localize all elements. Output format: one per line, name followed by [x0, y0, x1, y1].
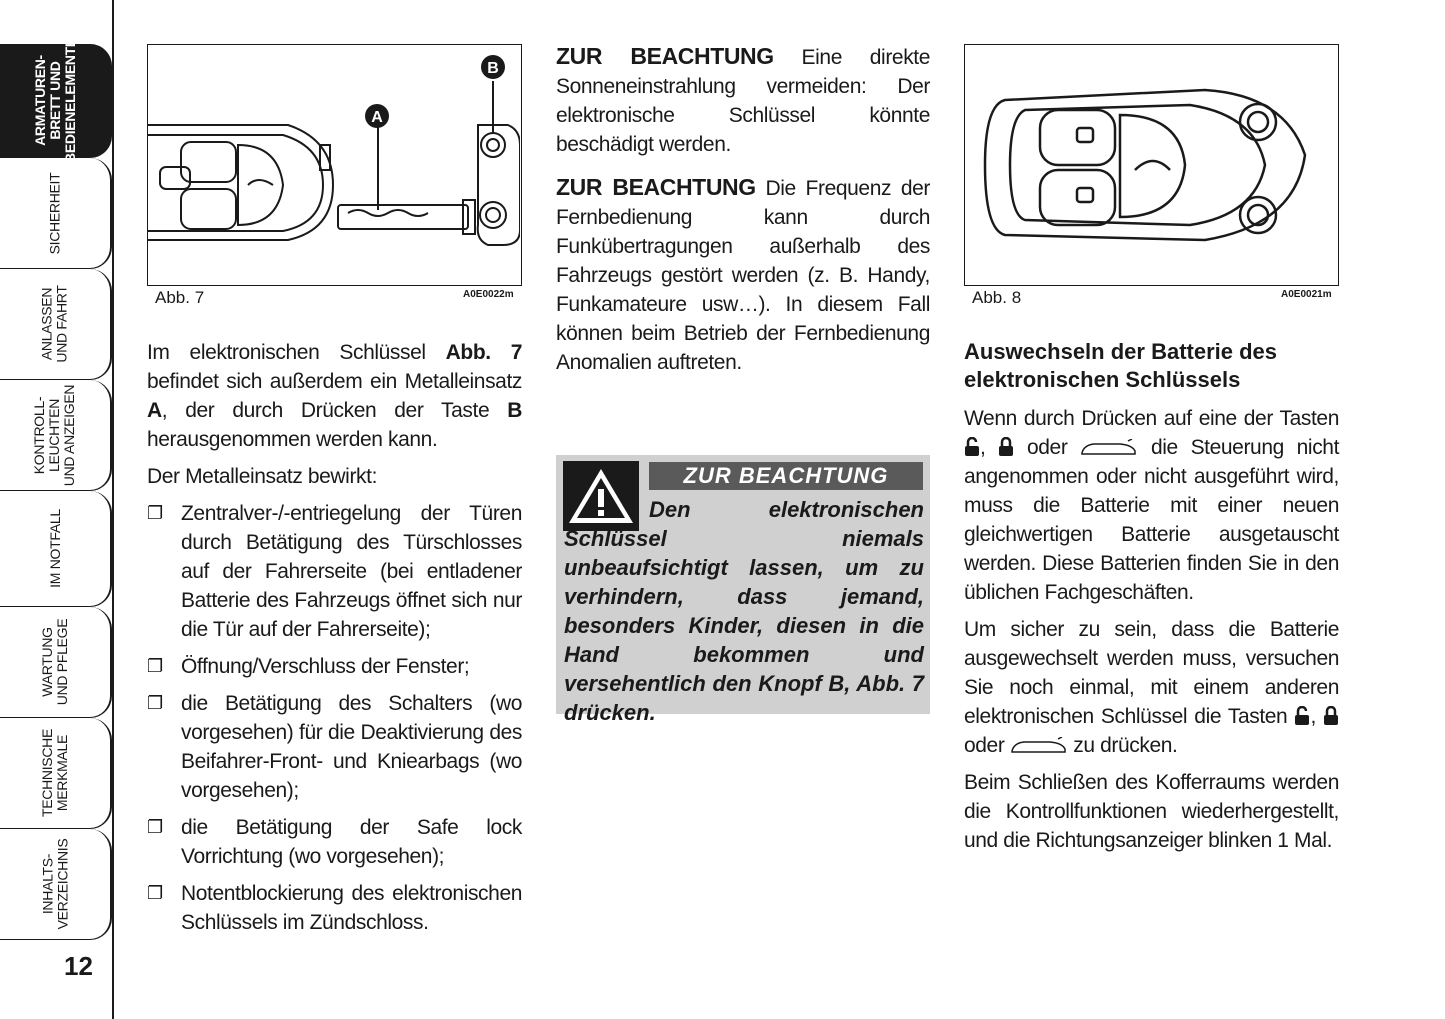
list-item-text: Zentralver-/-entriegelung der Türen durch Betätigung des Türschlosses auf der Fahrerseite (bei entladener Batterie des Fahrzeugs öffnet sich nur die Tür auf der Fahrerseite); [181, 502, 522, 641]
text: herausgenommen werden kann. [147, 428, 438, 451]
note-label: ZUR BEACHTUNG [556, 43, 774, 69]
page-number: 12 [64, 951, 93, 981]
text: Im elektronischen Schlüssel [147, 341, 446, 364]
note-paragraph [556, 42, 930, 159]
right-column [964, 338, 1339, 863]
tab-im-notfall[interactable] [0, 491, 112, 607]
key-illustration [148, 45, 520, 284]
tab-label: ARMATUREN- BRETT UND BEDIENELEMENTE [31, 38, 78, 163]
figure-key-metal-insert [147, 44, 522, 286]
remote-illustration [965, 45, 1337, 284]
callout-a: A [371, 109, 383, 126]
tab-kontrollleuchten[interactable] [0, 380, 112, 491]
trunk-icon [1010, 737, 1068, 755]
tab-anlassen[interactable] [0, 269, 112, 380]
bullet-box-icon: ❐ [147, 883, 163, 903]
figure-code: A0E0021m [1281, 289, 1332, 300]
paragraph: Beim Schließen des Kofferraums werden die Kontrollfunktionen wiederhergestellt, und die Richtungsanzeiger blinken 1 Mal. [964, 771, 1339, 852]
note-label: ZUR BEACHTUNG [556, 174, 756, 200]
tab-label: SICHERHEIT [46, 172, 63, 254]
trunk-icon [1080, 439, 1138, 457]
tab-sicherheit[interactable] [0, 158, 112, 269]
figure-key-remote [964, 44, 1339, 286]
bullet-box-icon: ❐ [147, 817, 163, 837]
callout-b: B [487, 60, 499, 77]
note-text: Die Frequenz der Fernbedienung kann durch Funkübertragungen außerhalb des Fahrzeugs gestört werden (z. B. Handy, Funkamateure usw…). In diesem Fall können beim Betrieb der Fernbedienung Anomalien auftreten. [556, 177, 930, 374]
tab-label: WARTUNG UND PFLEGE [39, 618, 70, 706]
tab-armaturenbrett[interactable] [0, 38, 112, 163]
chapter-nav [0, 0, 116, 1019]
warning-box [556, 455, 930, 725]
tab-technische-merkmale[interactable] [0, 718, 112, 829]
lock-icon [1323, 706, 1339, 726]
effects-intro: Der Metalleinsatz bewirkt: [147, 465, 378, 488]
text: die Steuerung nicht angenommen oder nicht ausgeführt wird, muss die Batterie mit einer neuen gleichwertigen Batterie ausgetauscht werden. Diese Batterien finden Sie in den üblichen Fachgeschäften. [964, 436, 1340, 604]
list-item [147, 652, 522, 681]
figure-ref: Abb. 7 [445, 341, 522, 364]
list-item [147, 689, 522, 805]
ref-b: B [507, 399, 522, 422]
figure-code: A0E0022m [463, 289, 514, 300]
list-item [147, 499, 522, 644]
warning-title: ZUR BEACHTUNG [649, 462, 923, 490]
unlock-icon [1294, 706, 1310, 726]
text: , [1310, 705, 1323, 728]
paragraph [964, 615, 1339, 760]
tab-inhaltsverzeichnis[interactable] [0, 829, 112, 940]
list-item [147, 813, 522, 871]
figure-caption: Abb. 8 [972, 288, 1022, 307]
note-paragraph [556, 173, 930, 377]
bullet-box-icon: ❐ [147, 503, 163, 523]
text: , [980, 436, 999, 459]
tab-label: INHALTS- VERZEICHNIS [38, 838, 70, 930]
text: Wenn durch Drücken auf eine der Tasten [964, 407, 1339, 430]
unlock-icon [964, 437, 980, 457]
bullet-box-icon: ❐ [147, 693, 163, 713]
bullet-box-icon: ❐ [147, 656, 163, 676]
text: oder [1014, 436, 1081, 459]
paragraph [964, 404, 1339, 607]
tab-label: IM NOTFALL [46, 509, 63, 588]
middle-column [556, 42, 930, 385]
lock-icon [998, 437, 1014, 457]
figure-caption: Abb. 7 [155, 288, 205, 307]
intro-paragraph [147, 338, 522, 454]
note-text: Eine direkte Sonneneinstrahlung vermeiden: Der elektronische Schlüssel könnte beschädigt werden. [556, 46, 931, 156]
list-item-text: Öffnung/Verschluss der Fenster; [181, 655, 470, 678]
list-item-text: die Betätigung des Schalters (wo vorgesehen) für die Deaktivierung des Beifahrer-Front- und Kniearbags (wo vorgesehen); [181, 692, 522, 802]
text: befindet sich außerdem ein Metalleinsatz [147, 370, 522, 393]
text: , der durch Drücken der Taste [161, 399, 508, 422]
tab-label: TECHNISCHE MERKMALE [38, 728, 70, 818]
left-column [147, 338, 522, 945]
list-item-text: die Betätigung der Safe lock Vorrichtung (wo vorgesehen); [181, 816, 522, 868]
text: Um sicher zu sein, dass die Batterie ausgewechselt werden muss, versuchen Sie noch einmal, mit einem anderen elektronischen Schlüssel die Tasten [964, 618, 1339, 728]
nav-divider [112, 0, 114, 1019]
text: oder [964, 734, 1010, 757]
warning-text: Den elektronischen Schlüssel niemals unbeaufsichtigt lassen, um zu verhindern, dass jemand, besonders Kinder, diesen in die Hand bekommen und versehentlich den Knopf B, Abb. 7 drücken. [564, 497, 924, 725]
section-heading: Auswechseln der Batterie des elektronischen Schlüssels [964, 339, 1278, 392]
list-item-text: Notentblockierung des elektronischen Schlüssels im Zündschloss. [181, 882, 522, 934]
tab-label: KONTROLL- LEUCHTEN UND ANZEIGEN [31, 384, 78, 486]
tab-label: ANLASSEN UND FAHRT [38, 285, 70, 363]
ref-a: A [147, 399, 162, 422]
list-item [147, 879, 522, 937]
text: zu drücken. [1067, 734, 1178, 757]
tab-wartung[interactable] [0, 607, 112, 718]
